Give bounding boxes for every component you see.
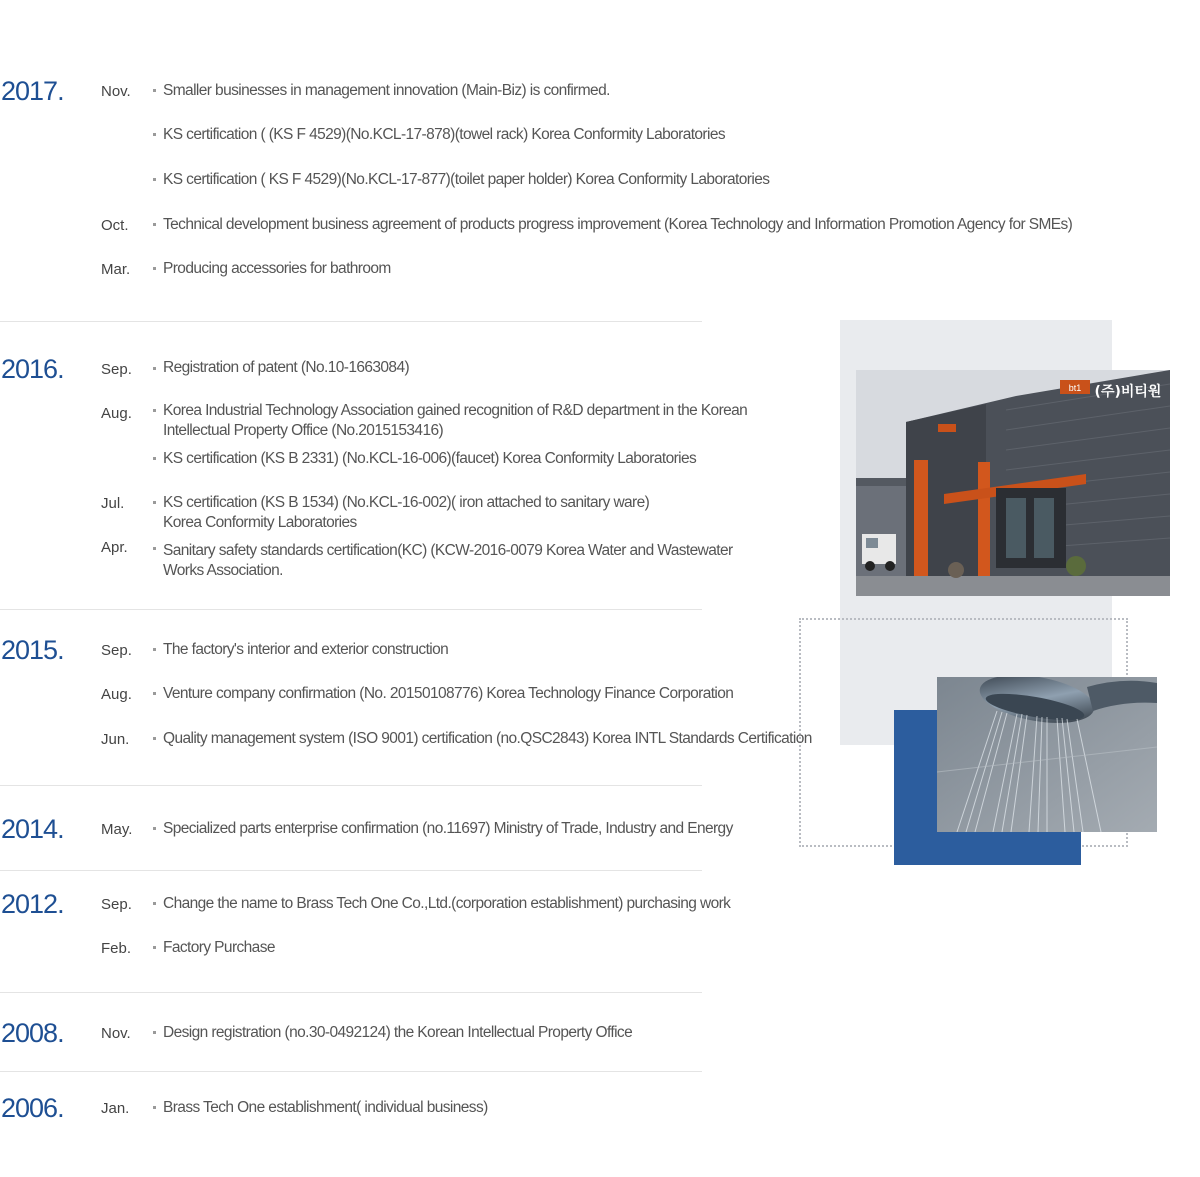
month-2016-sep: Sep. xyxy=(101,361,132,378)
divider xyxy=(0,870,702,871)
month-2012-sep: Sep. xyxy=(101,896,132,913)
year-2012: 2012. xyxy=(1,889,64,919)
bullet-icon xyxy=(153,367,156,370)
bullet-icon xyxy=(153,1031,156,1034)
bullet-icon xyxy=(153,89,156,92)
bullet-icon xyxy=(153,648,156,651)
history-item: The factory's interior and exterior construction xyxy=(163,641,449,658)
divider xyxy=(0,785,702,786)
history-item: Change the name to Brass Tech One Co.,Ltd.(corporation establishment) purchasing work xyxy=(163,895,731,912)
history-item: Design registration (no.30-0492124) the Korean Intellectual Property Office xyxy=(163,1024,633,1041)
month-2015-sep: Sep. xyxy=(101,642,132,659)
year-2014: 2014. xyxy=(1,814,64,844)
history-item-continued: Intellectual Property Office (No.2015153416) xyxy=(163,422,444,439)
history-item: Producing accessories for bathroom xyxy=(163,260,391,277)
month-2017-mar: Mar. xyxy=(101,261,131,278)
year-2015: 2015. xyxy=(1,635,64,665)
sign-company-text: (주)비티원 xyxy=(1094,384,1162,400)
shower-head-photo xyxy=(937,677,1157,832)
year-2017: 2017. xyxy=(1,76,64,106)
history-item: Sanitary safety standards certification(KC) (KCW-2016-0079 Korea Water and Wastewater xyxy=(163,542,733,559)
history-item: Smaller businesses in management innovation (Main-Biz) is confirmed. xyxy=(163,82,610,99)
month-2015-aug: Aug. xyxy=(101,686,132,703)
month-2016-aug: Aug. xyxy=(101,405,132,422)
bullet-icon xyxy=(153,692,156,695)
history-item: KS certification ( KS F 4529)(No.KCL-17-877)(toilet paper holder) Korea Conformity Laboratories xyxy=(163,171,770,188)
year-2016: 2016. xyxy=(1,354,64,384)
history-item: Brass Tech One establishment( individual business) xyxy=(163,1099,488,1116)
month-2017-nov: Nov. xyxy=(101,83,131,100)
bullet-icon xyxy=(153,133,156,136)
year-2006: 2006. xyxy=(1,1093,64,1123)
history-item: Registration of patent (No.10-1663084) xyxy=(163,359,410,376)
month-2008-nov: Nov. xyxy=(101,1025,131,1042)
divider xyxy=(0,609,702,610)
bullet-icon xyxy=(153,267,156,270)
month-2006-jan: Jan. xyxy=(101,1100,130,1117)
history-item-continued: Works Association. xyxy=(163,562,283,579)
month-2016-jul: Jul. xyxy=(101,495,125,512)
history-item: Quality management system (ISO 9001) certification (no.QSC2843) Korea INTL Standards Certification xyxy=(163,730,812,747)
bullet-icon xyxy=(153,501,156,504)
sign-logo-text: bt1 xyxy=(1068,383,1082,393)
month-2017-oct: Oct. xyxy=(101,217,129,234)
bullet-icon xyxy=(153,902,156,905)
history-item: Korea Industrial Technology Association gained recognition of R&D department in the Korean xyxy=(163,402,748,419)
history-item-continued: Korea Conformity Laboratories xyxy=(163,514,357,531)
bullet-icon xyxy=(153,409,156,412)
month-2012-feb: Feb. xyxy=(101,940,132,957)
bullet-icon xyxy=(153,457,156,460)
bullet-icon xyxy=(153,737,156,740)
bullet-icon xyxy=(153,178,156,181)
divider xyxy=(0,992,702,993)
divider xyxy=(0,321,702,322)
history-item: Technical development business agreement of products progress improvement (Korea Technology and Information Promotion Agency for SMEs) xyxy=(163,216,1073,233)
bullet-icon xyxy=(153,946,156,949)
company-building-photo xyxy=(856,370,1170,596)
history-item: KS certification (KS B 1534) (No.KCL-16-002)( iron attached to sanitary ware) xyxy=(163,494,650,511)
month-2015-jun: Jun. xyxy=(101,731,130,748)
bullet-icon xyxy=(153,1106,156,1109)
history-item: Venture company confirmation (No. 20150108776) Korea Technology Finance Corporation xyxy=(163,685,734,702)
history-item: Factory Purchase xyxy=(163,939,275,956)
bullet-icon xyxy=(153,223,156,226)
bullet-icon xyxy=(153,547,156,550)
month-2016-apr: Apr. xyxy=(101,539,128,556)
divider xyxy=(0,1071,702,1072)
history-item: KS certification (KS B 2331) (No.KCL-16-006)(faucet) Korea Conformity Laboratories xyxy=(163,450,697,467)
year-2008: 2008. xyxy=(1,1018,64,1048)
history-item: Specialized parts enterprise confirmation (no.11697) Ministry of Trade, Industry and Energy xyxy=(163,820,733,837)
month-2014-may: May. xyxy=(101,821,133,838)
history-item: KS certification ( (KS F 4529)(No.KCL-17-878)(towel rack) Korea Conformity Laboratories xyxy=(163,126,726,143)
bullet-icon xyxy=(153,827,156,830)
